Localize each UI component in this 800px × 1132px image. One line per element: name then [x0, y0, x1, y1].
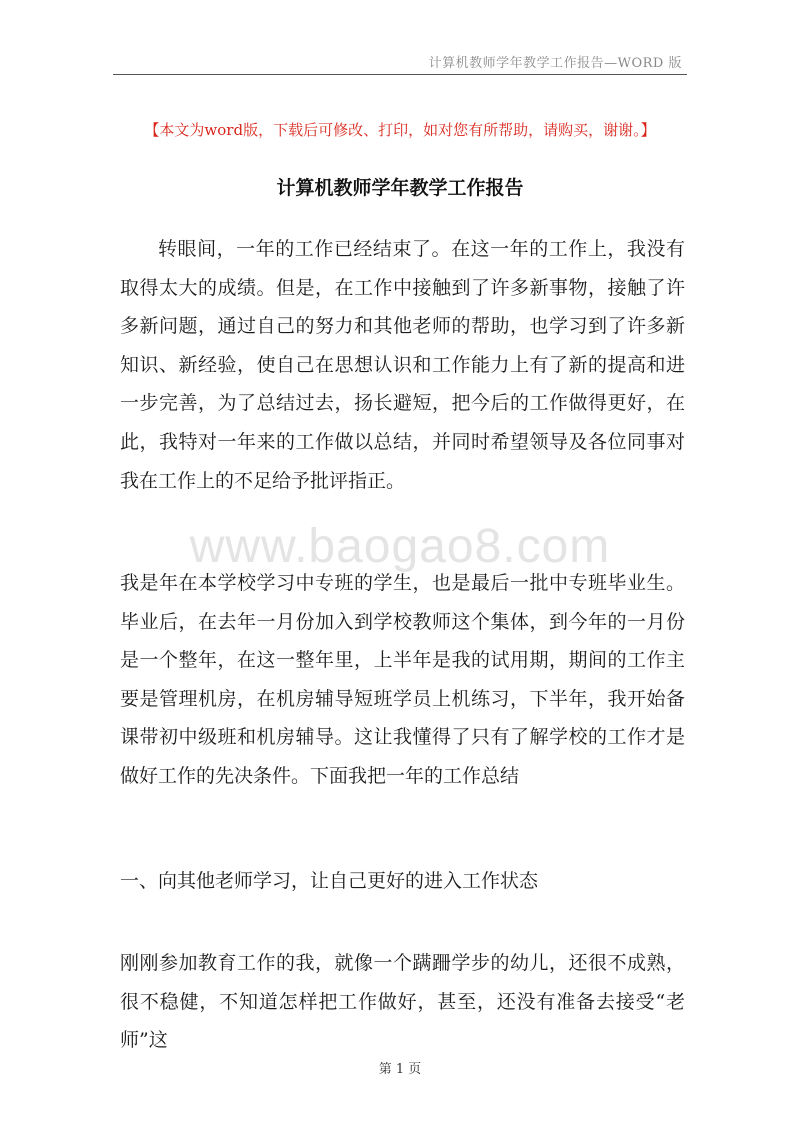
section-heading-1: 一、向其他老师学习，让自己更好的进入工作状态	[120, 870, 539, 892]
download-notice: 【本文为word版，下载后可修改、打印，如对您有所帮助，请购买，谢谢。】	[144, 121, 656, 139]
header-divider	[113, 74, 687, 75]
running-header: 计算机教师学年教学工作报告—WORD 版	[428, 56, 682, 71]
paragraph-background: 我是年在本学校学习中专班的学生，也是最后一批中专班毕业生。毕业后，在去年一月份加入到学校教师这个集体，到今年的一月份是一个整年，在这一整年里，上半年是我的试用期，期间的工作主要是管理机房，在机房辅导短班学员上机练习，下半年，我开始备课带初中级班和机房辅导。这让我懂得了只有了解学校的工作才是做好工作的先决条件。下面我把一年的工作总结	[120, 572, 685, 787]
paragraph-intro: 转眼间，一年的工作已经结束了。在这一年的工作上，我没有取得太大的成绩。但是，在工作中接触到了许多新事物，接触了许多新问题，通过自己的努力和其他老师的帮助，也学习到了许多新知识、新经验，使自己在思想认识和工作能力上有了新的提高和进一步完善，为了总结过去，扬长避短，把今后的工作做得更好，在此，我特对一年来的工作做以总结，并同时希望领导及各位同事对我在工作上的不足给予批评指正。	[120, 238, 685, 492]
site-watermark: www.baogao8.com	[189, 520, 611, 573]
document-title: 计算机教师学年教学工作报告	[276, 177, 524, 199]
page-number: 第 1 页	[378, 1062, 422, 1077]
paragraph-section-1: 刚刚参加教育工作的我，就像一个蹒跚学步的幼儿，还很不成熟，很不稳健，不知道怎样把工作做好，甚至，还没有准备去接受“老师”这	[120, 952, 685, 1052]
